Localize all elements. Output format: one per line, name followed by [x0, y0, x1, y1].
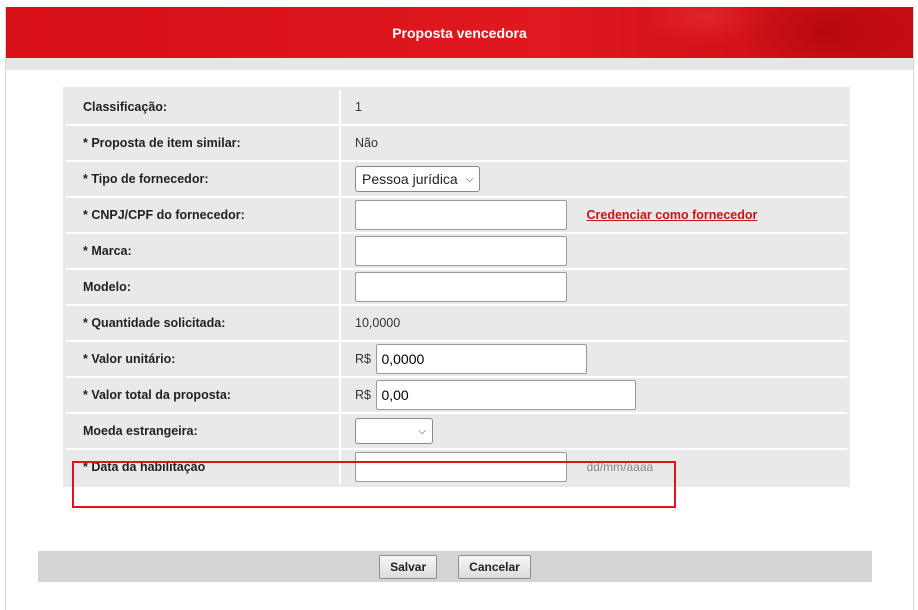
- valor-unitario-label: * Valor unitário:: [66, 342, 341, 378]
- form-row-modelo: [66, 270, 847, 306]
- valor-total-input[interactable]: [376, 380, 636, 410]
- valor-total-label: * Valor total da proposta:: [66, 378, 341, 414]
- cnpj-input[interactable]: [355, 200, 567, 230]
- tipo-fornecedor-select[interactable]: [355, 166, 480, 192]
- item-similar-value: Não: [341, 126, 847, 162]
- marca-label: * Marca:: [66, 234, 341, 270]
- form-row-moeda: [66, 414, 847, 450]
- form-row-item-similar: [66, 126, 847, 162]
- form-row-marca: [66, 234, 847, 270]
- modelo-label: Modelo:: [66, 270, 341, 306]
- classificacao-label: Classificação:: [66, 90, 341, 126]
- form-row-valor-total: [66, 378, 847, 414]
- form-row-valor-unitario: [66, 342, 847, 378]
- quantidade-label: * Quantidade solicitada:: [66, 306, 341, 342]
- modelo-input[interactable]: [355, 272, 567, 302]
- item-similar-label: * Proposta de item similar:: [66, 126, 341, 162]
- form-row-classificacao: [66, 90, 847, 126]
- form-row-tipo-fornecedor: [66, 162, 847, 198]
- currency-prefix: R$: [355, 352, 371, 366]
- currency-prefix: R$: [355, 388, 371, 402]
- footer-bar: [38, 551, 872, 582]
- chevron-down-icon: ⌵: [465, 173, 474, 185]
- valor-unitario-input[interactable]: [376, 344, 587, 374]
- tipo-fornecedor-selected: Pessoa jurídica: [362, 171, 458, 187]
- cnpj-label: * CNPJ/CPF do fornecedor:: [66, 198, 341, 234]
- date-format-hint: dd/mm/aaaa: [586, 460, 654, 474]
- form-row-quantidade: [66, 306, 847, 342]
- classificacao-value: 1: [341, 90, 847, 126]
- data-habilitacao-input[interactable]: [355, 452, 567, 482]
- data-habilitacao-label: * Data da habilitação: [66, 450, 341, 484]
- proposal-form: [63, 87, 850, 487]
- chevron-down-icon: ⌵: [418, 425, 426, 437]
- credenciar-fornecedor-link[interactable]: Credenciar como fornecedor: [586, 208, 758, 222]
- form-row-cnpj: [66, 198, 847, 234]
- moeda-select[interactable]: [355, 418, 433, 444]
- save-button[interactable]: Salvar: [379, 555, 437, 579]
- tipo-fornecedor-label: * Tipo de fornecedor:: [66, 162, 341, 198]
- header-divider: [6, 58, 913, 70]
- cancel-button[interactable]: Cancelar: [458, 555, 531, 579]
- quantidade-value: 10,0000: [341, 306, 847, 342]
- moeda-label: Moeda estrangeira:: [66, 414, 341, 450]
- dialog-title: Proposta vencedora: [392, 24, 527, 41]
- marca-input[interactable]: [355, 236, 567, 266]
- title-bar: [6, 7, 913, 58]
- form-row-data-habilitacao: [66, 450, 847, 484]
